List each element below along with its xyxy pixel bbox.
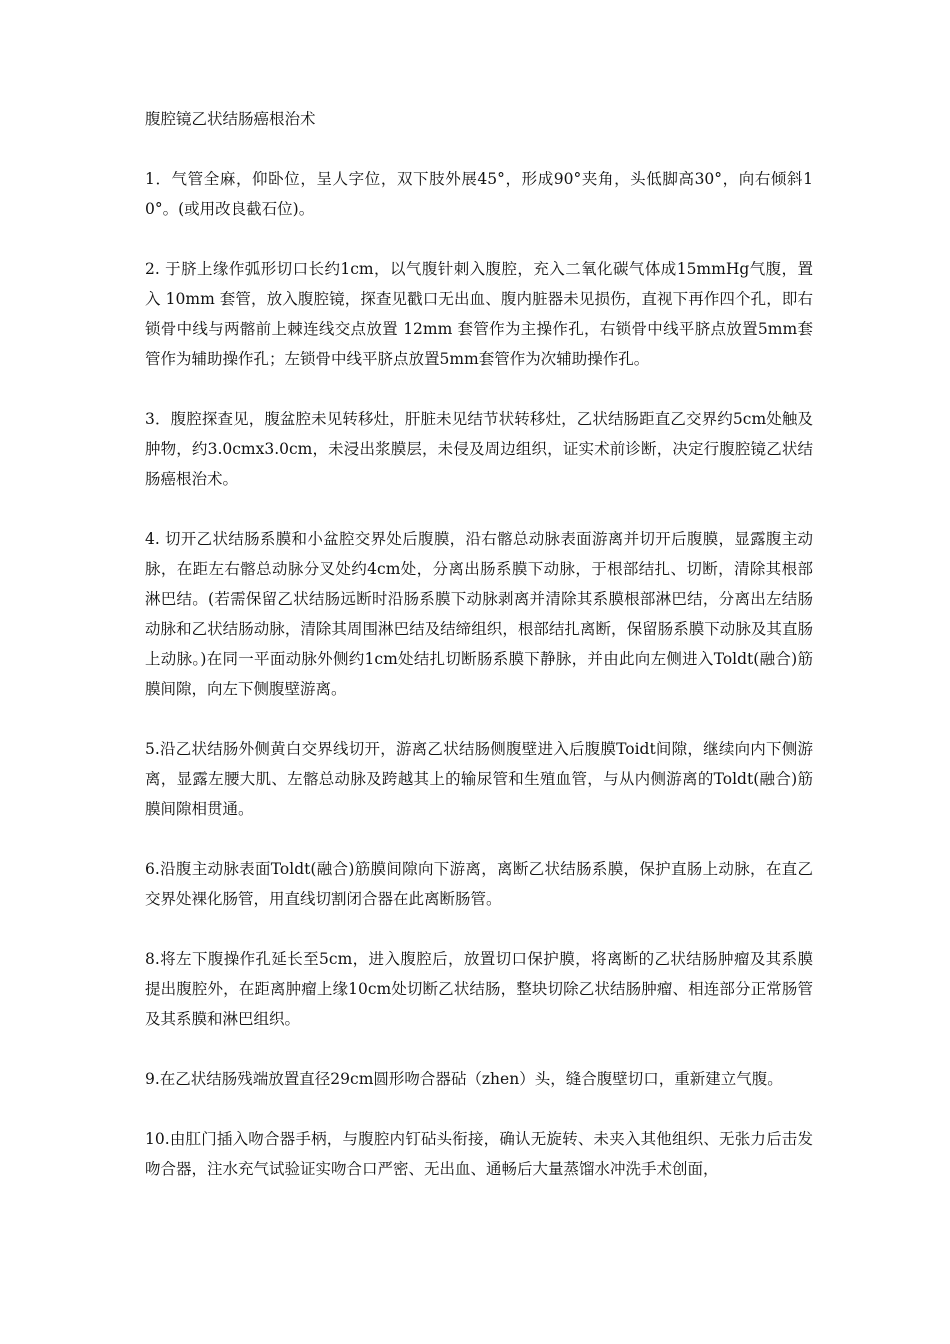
paragraph-step-5: 5.沿乙状结肠外侧黄白交界线切开，游离乙状结肠侧腹壁进入后腹膜Toidt间隙，继续向内下侧游离，显露左腰大肌、左髂总动脉及跨越其上的输尿管和生殖血管，与从内侧游离的Toldt(融合)筋膜间隙相贯通。: [145, 740, 813, 818]
document-title: 腹腔镜乙状结肠癌根治术: [145, 110, 316, 128]
paragraph-step-4: 4. 切开乙状结肠系膜和小盆腔交界处后腹膜，沿右髂总动脉表面游离并切开后腹膜，显露腹主动脉，在距左右髂总动脉分叉处约4cm处，分离出肠系膜下动脉，于根部结扎、切断，清除其根部淋巴结。(若需保留乙状结肠远断时沿肠系膜下动脉剥离并清除其系膜根部淋巴结，分离出左结肠动脉和乙状结肠动脉，清除其周围淋巴结及结缔组织，根部结扎离断，保留肠系膜下动脉及其直肠上动脉。)在同一平面动脉外侧约1cm处结扎切断肠系膜下静脉，并由此向左侧进入Toldt(融合)筋膜间隙，向左下侧腹壁游离。: [145, 530, 813, 698]
paragraph-step-6: 6.沿腹主动脉表面Toldt(融合)筋膜间隙向下游离，离断乙状结肠系膜，保护直肠上动脉，在直乙交界处裸化肠管，用直线切割闭合器在此离断肠管。: [145, 860, 813, 908]
paragraph-step-3: 3．腹腔探查见，腹盆腔未见转移灶，肝脏未见结节状转移灶，乙状结肠距直乙交界约5cm处触及肿物，约3.0cmx3.0cm，未浸出浆膜层，未侵及周边组织，证实术前诊断，决定行腹腔镜乙状结肠癌根治术。: [145, 410, 813, 488]
document-page: [145, 104, 813, 1214]
paragraph-step-10: 10.由肛门插入吻合器手柄，与腹腔内钉砧头衔接，确认无旋转、未夹入其他组织、无张力后击发吻合器，注水充气试验证实吻合口严密、无出血、通畅后大量蒸馏水冲洗手术创面，: [145, 1130, 813, 1178]
paragraph-step-9: 9.在乙状结肠残端放置直径29cm圆形吻合器砧（zhen）头，缝合腹壁切口，重新建立气腹。: [145, 1070, 783, 1088]
paragraph-step-1: 1．气管全麻，仰卧位，呈人字位，双下肢外展45°，形成90°夹角，头低脚高30°，向右倾斜10°。(或用改良截石位)。: [145, 170, 813, 218]
paragraph-step-2: 2. 于脐上缘作弧形切口长约1cm，以气腹针刺入腹腔，充入二氧化碳气体成15mmHg气腹，置入 10mm 套管，放入腹腔镜，探查见戳口无出血、腹内脏器未见损伤，直视下再作四个孔，即右锁骨中线与两髂前上棘连线交点放置 12mm 套管作为主操作孔，右锁骨中线平脐点放置5mm套管作为辅助操作孔；左锁骨中线平脐点放置5mm套管作为次辅助操作孔。: [145, 260, 813, 368]
paragraph-step-8: 8.将左下腹操作孔延长至5cm，进入腹腔后，放置切口保护膜，将离断的乙状结肠肿瘤及其系膜提出腹腔外，在距离肿瘤上缘10cm处切断乙状结肠，整块切除乙状结肠肿瘤、相连部分正常肠管及其系膜和淋巴组织。: [145, 950, 813, 1028]
